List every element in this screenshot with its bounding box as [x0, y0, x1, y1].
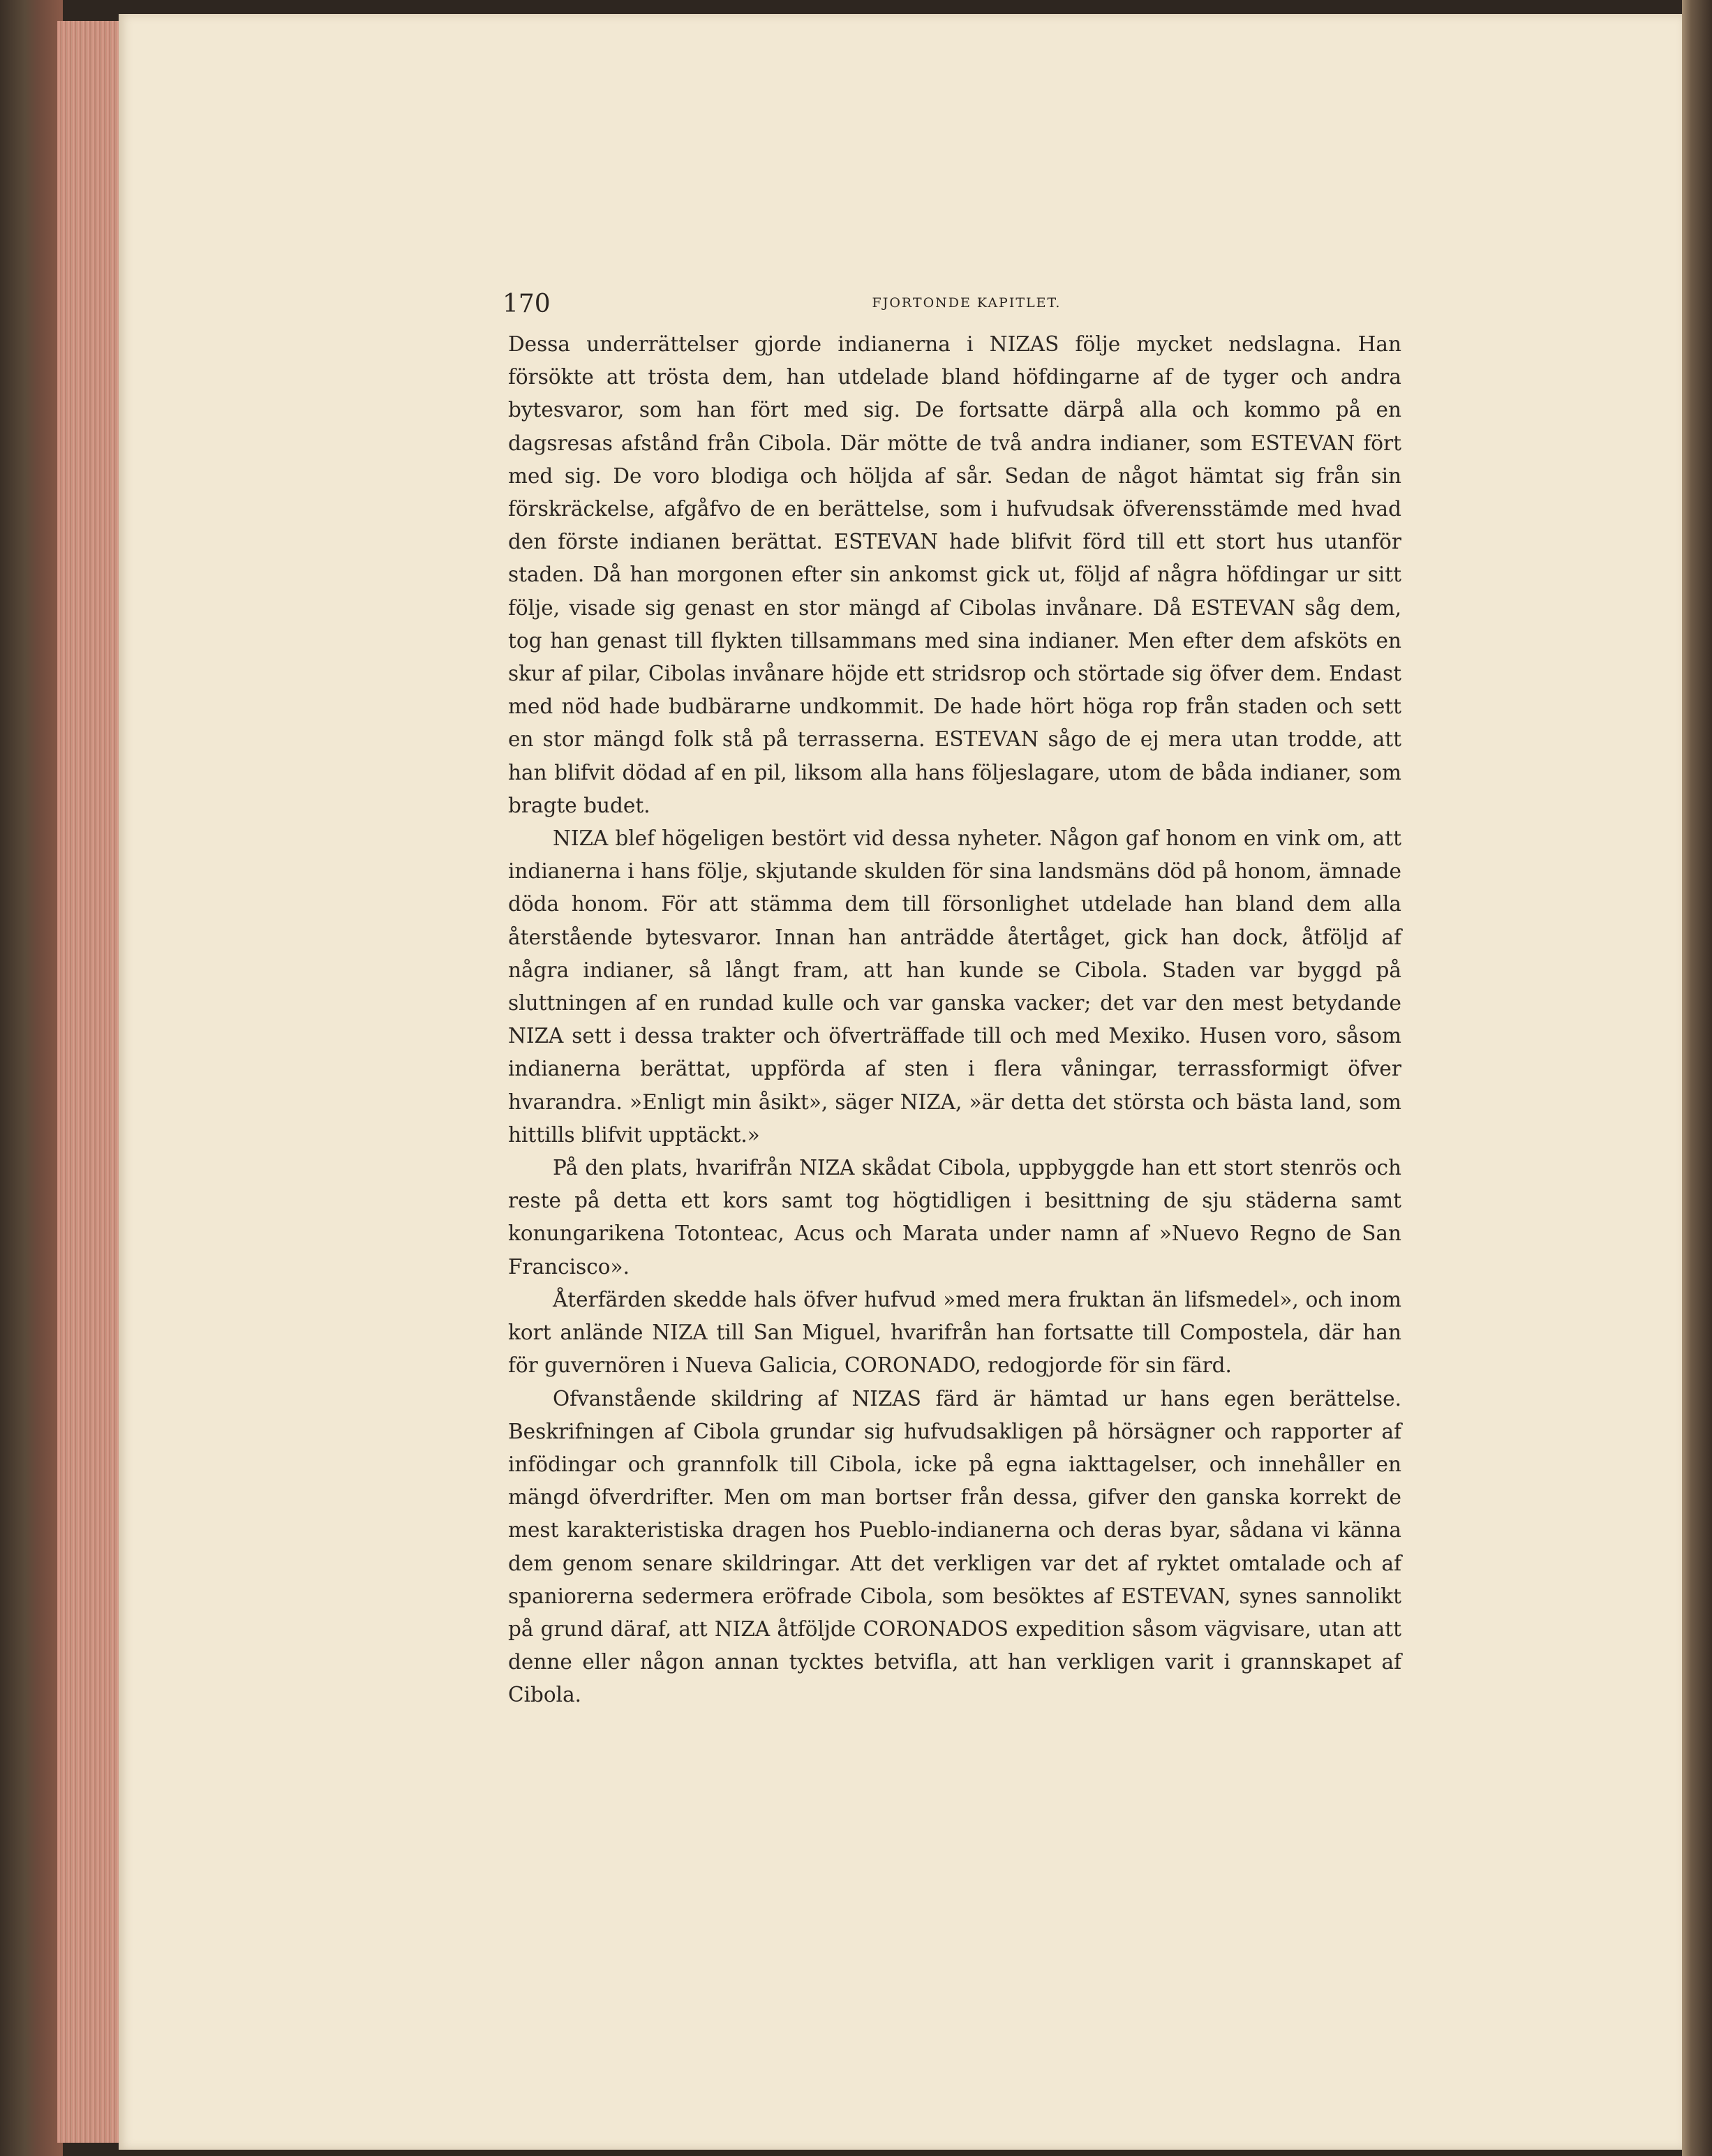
paragraph: Återfärden skedde hals öfver hufvud »med mera fruktan än lifsmedel», och inom kort anlände NIZA till San Miguel, hvarifrån han fortsatte till Compostela, där han för guvernören i Nueva Galicia, CORONADO, redogjorde för sin färd.	[508, 1287, 1401, 1378]
paragraph: NIZA blef högeligen bestört vid dessa nyheter. Någon gaf honom en vink om, att indianerna i hans följe, skjutande skulden för sina landsmäns död på honom, ämnade döda honom. För att stämma dem till försonlighet utdelade han bland dem alla återstående bytesvaror. Innan han anträdde återtåget, gick han dock, åtföljd af några indianer, så långt fram, att han kunde se Cibola. Staden var byggd på sluttningen af en rundad kulle och var ganska vacker; det var den mest betydande NIZA sett i dessa trakter och öfverträffade till och med Mexiko. Husen voro, såsom indianerna berättat, uppförda af sten i flera våningar, terrassformigt öfver hvarandra. »Enligt min åsikt», säger NIZA, »är detta det största och bästa land, som hittills blifvit upptäckt.»	[508, 826, 1401, 1147]
paragraph: Dessa underrättelser gjorde indianerna i NIZAS följe mycket nedslagna. Han försökte att trösta dem, han utdelade bland höfdingarne af de tyger och andra bytesvaror, som han fört med sig. De fortsatte därpå alla och kommo på en dagsresas afstånd från Cibola. Där mötte de två andra indianer, som ESTEVAN fört med sig. De voro blodiga och höljda af sår. Sedan de något hämtat sig från sin förskräckelse, afgåfvo de en berättelse, som i hufvudsak öfverensstämde med hvad den förste indianen berättat. ESTEVAN hade blifvit förd till ett stort hus utanför staden. Då han morgonen efter sin ankomst gick ut, följd af några höfdingar ur sitt följe, visade sig genast en stor mängd af Cibolas invånare. Då ESTEVAN såg dem, tog han genast till flykten tillsammans med sina indianer. Men efter dem afsköts en skur af pilar, Cibolas invånare höjde ett stridsrop och störtade sig öfver dem. Endast med nöd hade budbärarne undkommit. De hade hört höga rop från staden och sett en stor mängd folk stå på terrasserna. ESTEVAN sågo de ej mera utan trodde, att han blifvit dödad af en pil, liksom alla hans följeslagare, utom de båda indianer, som bragte budet.	[508, 332, 1401, 817]
running-head	[503, 283, 1431, 325]
book-binding-left	[0, 0, 63, 2156]
book-binding-right	[1682, 0, 1712, 2156]
paragraph: På den plats, hvarifrån NIZA skådat Cibola, uppbyggde han ett stort stenrös och reste på detta ett kors samt tog högtidligen i besittning de sju städerna samt konungarikena Totonteac, Acus och Marata under namn af »Nuevo Regno de San Francisco».	[508, 1156, 1401, 1279]
page-edges	[57, 21, 124, 2143]
chapter-title: FJORTONDE KAPITLET.	[872, 295, 1062, 311]
page-number: 170	[503, 290, 551, 318]
paragraph: Ofvanstående skildring af NIZAS färd är hämtad ur hans egen berättelse. Beskrifningen af Cibola grundar sig hufvudsakligen på hörsägner och rapporter af infödingar och grannfolk till Cibola, icke på egna iakttagelser, och innehåller en mängd öfverdrifter. Men om man bortser från dessa, gifver den ganska korrekt de mest karakteristiska dragen hos Pueblo-indianerna och deras byar, sådana vi känna dem genom senare skildringar. Att det verkligen var det af ryktet omtalade och af spaniorerna sedermera eröfrade Cibola, som besöktes af ESTEVAN, synes sannolikt på grund däraf, att NIZA åtföljde CORONADOS expedition såsom vägvisare, utan att denne eller någon annan tycktes betvifla, att han verkligen varit i grannskapet af Cibola.	[508, 1386, 1401, 1707]
body-text	[508, 328, 1401, 1712]
